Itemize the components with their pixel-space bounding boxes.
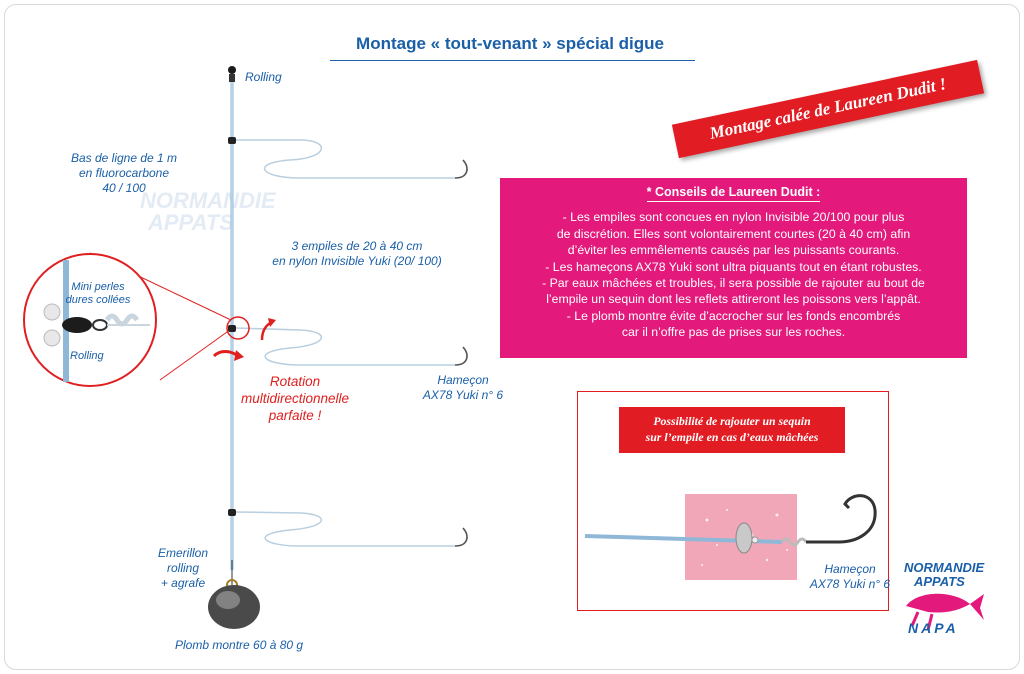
label-plomb: Plomb montre 60 à 80 g: [175, 638, 304, 652]
tips-title: * Conseils de Laureen Dudit :: [647, 184, 821, 202]
dropper-3: [228, 509, 467, 546]
banner-montage-calee: Montage calée de Laureen Dudit !: [672, 60, 984, 158]
label-mini-perles: Mini perles dures collées: [65, 281, 131, 306]
dropper-1: [228, 137, 467, 178]
watermark: NORMANDIE APPATS: [140, 188, 276, 235]
label-hamecon: Hameçon AX78 Yuki n° 6: [422, 373, 504, 402]
tips-box: [500, 178, 967, 358]
hook-3-icon: [455, 528, 467, 546]
label-rotation: Rotation multidirectionnelle parfaite !: [240, 374, 350, 423]
label-bas-de-ligne: Bas de ligne de 1 m en fluorocarbone 40 / 100: [70, 151, 178, 195]
hook-zoom-icon: [806, 496, 875, 542]
hook-1-icon: [455, 160, 467, 178]
label-emerillon: Emerillon rolling + agrafe: [157, 546, 208, 590]
label-rolling-zoom: Rolling: [70, 350, 104, 362]
tips-body: - Les empiles sont concues en nylon Invisible 20/100 pour plus de discrétion. Elles sont volontairement courtes (20 à 40 cm) afin d’éviter les emmêlements causés par les puissants courants. - Les hameçons AX78 Yuki sont ultra piquants tout en étant robustes. - Par eaux mâchées et troubles, il sera possible de rajouter au bout de l’empile un sequin dont les reflets attireront les poissons vers l’appât. - Le plomb montre évite d’accrocher sur les fonds encombrés car il n’offre pas de prises sur les roches.: [542, 210, 925, 340]
label-rolling-top: Rolling: [245, 70, 282, 84]
label-hamecon-zoom: Hameçon AX78 Yuki n° 6: [809, 562, 891, 591]
top-swivel-icon: [228, 66, 236, 82]
hook-2-icon: [455, 347, 467, 365]
label-empiles: 3 empiles de 20 à 40 cm en nylon Invisible Yuki (20/ 100): [272, 239, 442, 268]
sequin-note: Possibilité de rajouter un sequin sur l’empile en cas d’eaux mâchées: [619, 407, 845, 453]
page-title: Montage « tout-venant » spécial digue: [356, 34, 664, 53]
